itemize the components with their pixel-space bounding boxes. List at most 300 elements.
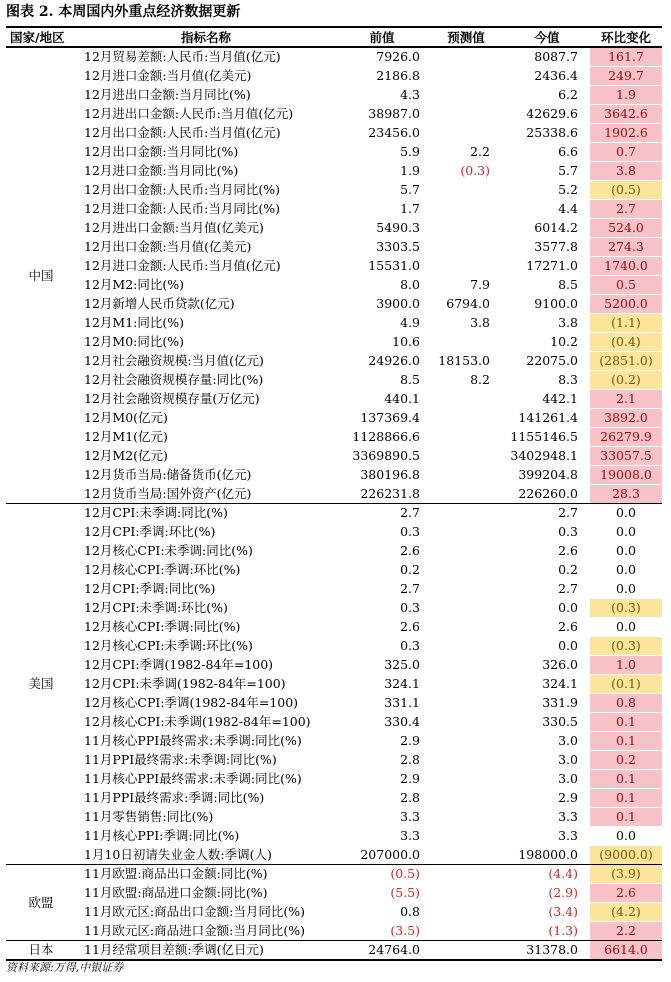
- forecast-value-cell: [428, 181, 504, 200]
- forecast-value-cell: [428, 86, 504, 105]
- change-value-cell: (0.3): [590, 637, 662, 656]
- change-value-cell: 26279.9: [590, 428, 662, 447]
- change-value-cell: 33057.5: [590, 447, 662, 466]
- indicator-name-cell: 12月核心CPI:未季调:同比(%): [84, 543, 253, 558]
- indicator-name-cell: 12月货币当局:国外资产(亿元): [76, 485, 336, 504]
- current-value-cell: 5.7: [558, 163, 578, 178]
- previous-value-cell: 1.9: [400, 163, 420, 178]
- current-value-cell: 226260.0: [504, 485, 590, 504]
- change-value-cell: (0.3): [590, 599, 662, 618]
- previous-value-cell: 324.1: [384, 676, 420, 691]
- indicator-name-cell: 12月核心CPI:季调:环比(%): [84, 562, 241, 577]
- table-row: [6, 105, 662, 124]
- forecast-value-cell: [428, 409, 504, 428]
- indicator-name-cell: 11月欧元区:商品出口金额:当月同比(%): [84, 904, 305, 919]
- table-row: [6, 751, 662, 770]
- current-value-cell: [504, 865, 590, 884]
- forecast-value-cell: [428, 922, 504, 941]
- change-value-cell: 0.8: [590, 694, 662, 713]
- forecast-value-cell: [428, 751, 504, 770]
- previous-value-cell: 0.2: [400, 562, 420, 577]
- previous-value-cell: 0.8: [400, 904, 420, 919]
- change-value-cell: (9000.0): [590, 846, 662, 865]
- current-value-cell: 3.0: [558, 733, 578, 748]
- current-value-cell: 324.1: [542, 676, 578, 691]
- previous-value-cell: 226231.8: [336, 485, 428, 504]
- indicator-name-cell: 12月M2:同比(%): [84, 277, 185, 292]
- change-value-cell: 3892.0: [590, 409, 662, 428]
- change-value-cell: 2.7: [590, 200, 662, 219]
- table-row: [6, 637, 662, 656]
- change-value-cell: 1740.0: [590, 257, 662, 276]
- indicator-name-cell: 11月零售销售:同比(%): [84, 809, 214, 824]
- forecast-value-cell: 8.2: [470, 372, 490, 387]
- change-value-cell: 0.1: [590, 789, 662, 808]
- change-value-cell: (0.2): [590, 371, 662, 390]
- previous-value-cell: 1128866.6: [352, 429, 420, 444]
- indicator-name-cell: 11月欧元区:商品进口金额:当月同比(%): [76, 922, 336, 941]
- current-value-cell: 2.7: [558, 505, 578, 521]
- change-value-cell: 1.0: [590, 656, 662, 675]
- header-current: 今值: [504, 27, 590, 47]
- forecast-value-cell: [428, 333, 504, 352]
- table-row: [6, 143, 662, 162]
- region-cell: 日本: [6, 941, 76, 961]
- table-row: [6, 732, 662, 751]
- previous-value-cell: 0.3: [400, 524, 420, 539]
- table-row: [6, 181, 662, 200]
- change-value-cell: 0.1: [590, 732, 662, 751]
- forecast-value-cell: [428, 846, 504, 865]
- change-value-cell: (0.4): [590, 333, 662, 352]
- indicator-name-cell: 11月PPI最终需求:季调:同比(%): [84, 790, 265, 805]
- current-value-cell: [504, 903, 590, 922]
- current-value-cell: 330.5: [542, 714, 578, 729]
- forecast-value-cell: [428, 808, 504, 827]
- previous-value-cell: 207000.0: [336, 846, 428, 865]
- indicator-name-cell: 12月CPI:未季调:同比(%): [84, 505, 228, 521]
- forecast-value-cell: [428, 257, 504, 276]
- current-value-cell: 399204.8: [518, 467, 578, 482]
- indicator-name-cell: 11月核心PPI最终需求:未季调:同比(%): [84, 771, 302, 786]
- previous-value-cell: [336, 922, 428, 941]
- current-value-cell: 3402948.1: [510, 448, 578, 463]
- table-row: [6, 257, 662, 276]
- previous-value-cell: 7926.0: [376, 49, 420, 65]
- table-row: [6, 295, 662, 314]
- forecast-value-cell: [428, 599, 504, 618]
- negative-value-text: (4.4): [548, 866, 578, 882]
- previous-value-cell: 3900.0: [376, 296, 420, 311]
- previous-value-cell: 2186.8: [376, 68, 420, 83]
- indicator-name-cell: 12月M2(亿元): [84, 448, 168, 463]
- previous-value-cell: 330.4: [384, 714, 420, 729]
- indicator-name-cell: 12月社会融资规模存量:同比(%): [84, 372, 264, 387]
- current-value-cell: 8.3: [558, 372, 578, 387]
- indicator-name-cell: 12月M1(亿元): [84, 429, 168, 444]
- current-value-cell: 2.6: [558, 619, 578, 634]
- forecast-value-cell: [428, 523, 504, 542]
- table-row: [6, 827, 662, 846]
- previous-value-cell: 8.5: [400, 372, 420, 387]
- forecast-value-cell: [428, 580, 504, 599]
- table-row: [6, 580, 662, 599]
- previous-value-cell: 3.3: [400, 828, 420, 843]
- indicator-name-cell: 11月核心PPI:季调:同比(%): [84, 828, 240, 843]
- forecast-value-cell: [428, 466, 504, 485]
- forecast-value-cell: 7.9: [470, 277, 490, 292]
- indicator-name-cell: 12月M0:同比(%): [84, 334, 185, 349]
- table-row: [6, 542, 662, 561]
- previous-value-cell: 2.8: [400, 790, 420, 805]
- region-cell: 中国: [6, 47, 76, 504]
- indicator-name-cell: 12月进口金额:人民币:当月值(亿元): [84, 258, 281, 273]
- table-row: [6, 314, 662, 333]
- current-value-cell: 3.0: [558, 752, 578, 767]
- previous-value-cell: 5.9: [400, 144, 420, 159]
- region-cell: 美国: [6, 504, 76, 865]
- previous-value-cell: 2.7: [400, 581, 420, 596]
- table-row: [6, 808, 662, 827]
- indicator-name-cell: 12月M0(亿元): [84, 410, 168, 425]
- forecast-value-cell: [428, 656, 504, 675]
- table-row: [6, 238, 662, 257]
- change-value-cell: 3642.6: [590, 105, 662, 124]
- table-row: [6, 865, 662, 884]
- table-row: [6, 447, 662, 466]
- current-value-cell: 2.9: [558, 790, 578, 805]
- indicator-name-cell: 12月出口金额:人民币:当月值(亿元): [84, 125, 281, 140]
- previous-value-cell: 440.1: [384, 391, 420, 406]
- indicator-name-cell: 12月CPI:未季调:环比(%): [84, 600, 228, 615]
- current-value-cell: 0.0: [558, 600, 578, 615]
- forecast-value-cell: 2.2: [470, 144, 490, 159]
- current-value-cell: 3.8: [558, 315, 578, 330]
- change-value-cell: 524.0: [590, 219, 662, 238]
- current-value-cell: [504, 922, 590, 941]
- table-row: [6, 86, 662, 105]
- current-value-cell: 2.6: [558, 543, 578, 558]
- forecast-value-cell: [428, 770, 504, 789]
- previous-value-cell: 1.7: [400, 201, 420, 216]
- forecast-value-cell: [428, 504, 504, 523]
- change-value-cell: 6614.0: [590, 941, 662, 961]
- table-row: [6, 219, 662, 238]
- table-row: [6, 428, 662, 447]
- change-value-cell: (4.2): [590, 903, 662, 922]
- current-value-cell: 3.0: [558, 771, 578, 786]
- forecast-value-cell: [428, 941, 504, 961]
- previous-value-cell: 2.7: [400, 505, 420, 521]
- change-value-cell: (0.1): [590, 675, 662, 694]
- previous-value-cell: 2.9: [400, 733, 420, 748]
- table-row: [6, 941, 662, 961]
- forecast-value-cell: [428, 105, 504, 124]
- indicator-name-cell: 12月CPI:未季调(1982-84年=100): [84, 676, 286, 691]
- previous-value-cell: 3369890.5: [352, 448, 420, 463]
- indicator-name-cell: 11月经常项目差额:季调(亿日元): [76, 941, 336, 961]
- previous-value-cell: 15531.0: [368, 258, 420, 273]
- current-value-cell: 31378.0: [504, 941, 590, 961]
- previous-value-cell: 8.0: [400, 277, 420, 292]
- forecast-value-cell: [428, 694, 504, 713]
- negative-value-text: (2.9): [548, 885, 578, 900]
- indicator-name-cell: 12月CPI:季调(1982-84年=100): [84, 657, 274, 672]
- current-value-cell: 0.3: [558, 524, 578, 539]
- current-value-cell: 442.1: [542, 391, 578, 406]
- forecast-value-cell: [428, 732, 504, 751]
- table-row: [6, 371, 662, 390]
- previous-value-cell: 2.8: [400, 752, 420, 767]
- previous-value-cell: 24926.0: [368, 353, 420, 368]
- forecast-value-cell: [428, 618, 504, 637]
- current-value-cell: 1155146.5: [510, 429, 578, 444]
- negative-value-text: (5.5): [390, 885, 420, 900]
- forecast-value-cell: [428, 219, 504, 238]
- change-value-cell: (3.9): [590, 865, 662, 884]
- table-row: [6, 618, 662, 637]
- forecast-value-cell: [428, 789, 504, 808]
- table-row: [6, 162, 662, 181]
- header-previous: 前值: [336, 27, 428, 47]
- change-value-cell: 274.3: [590, 238, 662, 257]
- current-value-cell: 3.3: [558, 809, 578, 824]
- forecast-value-cell: [428, 827, 504, 846]
- previous-value-cell: [336, 865, 428, 884]
- forecast-value-cell: [428, 485, 504, 504]
- indicator-name-cell: 12月CPI:季调:环比(%): [84, 524, 216, 539]
- current-value-cell: 25338.6: [526, 125, 578, 140]
- change-value-cell: 0.1: [590, 713, 662, 732]
- previous-value-cell: 4.9: [400, 315, 420, 330]
- forecast-value-cell: 3.8: [470, 315, 490, 330]
- previous-value-cell: 2.6: [400, 619, 420, 634]
- current-value-cell: 5.2: [558, 182, 578, 197]
- indicator-name-cell: 12月进口金额:当月值(亿美元): [84, 68, 252, 83]
- table-row: [6, 884, 662, 903]
- change-value-cell: 0.2: [590, 751, 662, 770]
- forecast-value-cell: [428, 713, 504, 732]
- header-change: 环比变化: [590, 27, 662, 47]
- indicator-name-cell: 12月核心CPI:季调:同比(%): [84, 619, 241, 634]
- current-value-cell: 3577.8: [534, 239, 578, 254]
- indicator-name-cell: 12月新增人民币贷款(亿元): [84, 296, 235, 311]
- change-value-cell: 2.2: [590, 922, 662, 941]
- indicator-name-cell: 12月出口金额:人民币:当月同比(%): [84, 182, 280, 197]
- indicator-name-cell: 12月进出口金额:当月值(亿美元): [84, 220, 264, 235]
- forecast-value-cell: [428, 865, 504, 884]
- change-value-cell: 0.1: [590, 770, 662, 789]
- table-row: [6, 523, 662, 542]
- change-value-cell: (1.1): [590, 314, 662, 333]
- current-value-cell: 6.2: [558, 87, 578, 102]
- change-value-cell: 3.8: [590, 162, 662, 181]
- previous-value-cell: 3303.5: [376, 239, 420, 254]
- table-row: [6, 675, 662, 694]
- forecast-value-cell: [428, 884, 504, 903]
- source-note: 资料来源:万得,中银证券: [6, 961, 124, 974]
- indicator-name-cell: 12月进出口金额:人民币:当月值(亿元): [84, 106, 294, 121]
- previous-value-cell: 4.3: [400, 87, 420, 102]
- table-row: [6, 124, 662, 143]
- indicator-name-cell: 12月出口金额:当月值(亿美元): [84, 239, 252, 254]
- previous-value-cell: 38987.0: [368, 106, 420, 121]
- previous-value-cell: 325.0: [384, 657, 420, 672]
- table-row: [6, 333, 662, 352]
- previous-value-cell: 2.9: [400, 771, 420, 786]
- table-row: [6, 561, 662, 580]
- negative-value-text: (0.5): [390, 866, 420, 882]
- previous-value-cell: 0.3: [400, 600, 420, 615]
- header-row: [6, 27, 662, 47]
- current-value-cell: 17271.0: [526, 258, 578, 273]
- indicator-name-cell: 11月PPI最终需求:未季调:同比(%): [84, 752, 277, 767]
- current-value-cell: 9100.0: [534, 296, 578, 311]
- forecast-value-cell: [428, 542, 504, 561]
- indicator-name-cell: 11月欧盟:商品出口金额:同比(%): [84, 866, 268, 882]
- change-value-cell: 0.1: [590, 808, 662, 827]
- table-row: [6, 599, 662, 618]
- change-value-cell: 28.3: [590, 485, 662, 504]
- table-row: [6, 409, 662, 428]
- current-value-cell: 22075.0: [526, 353, 578, 368]
- previous-value-cell: 23456.0: [368, 125, 420, 140]
- forecast-value-cell: [428, 675, 504, 694]
- change-value-cell: 0.5: [590, 276, 662, 295]
- previous-value-cell: [336, 884, 428, 903]
- previous-value-cell: 137369.4: [360, 410, 420, 425]
- current-value-cell: 8.5: [558, 277, 578, 292]
- table-row: [6, 694, 662, 713]
- change-value-cell: 2.1: [590, 390, 662, 409]
- table-row: [6, 656, 662, 675]
- change-value-cell: 0.0: [590, 561, 662, 580]
- forecast-value-cell: [428, 390, 504, 409]
- indicator-name-cell: 12月核心CPI:未季调:环比(%): [84, 638, 253, 653]
- indicator-name-cell: 11月核心PPI最终需求:未季调:同比(%): [84, 733, 302, 748]
- indicator-name-cell: 12月核心CPI:未季调(1982-84年=100): [84, 714, 311, 729]
- forecast-value-cell: [428, 162, 504, 181]
- forecast-value-cell: [428, 238, 504, 257]
- negative-value-text: (1.3): [548, 922, 578, 938]
- change-value-cell: (2851.0): [590, 352, 662, 371]
- table-row: [6, 713, 662, 732]
- current-value-cell: 4.4: [558, 201, 578, 216]
- indicator-name-cell: 12月进口金额:当月同比(%): [84, 163, 239, 178]
- change-value-cell: 0.0: [590, 827, 662, 846]
- change-value-cell: 0.0: [590, 618, 662, 637]
- indicator-name-cell: 12月出口金额:当月同比(%): [84, 144, 239, 159]
- table-row: [6, 200, 662, 219]
- indicator-name-cell: 1月10日初请失业金人数:季调(人): [76, 846, 336, 865]
- table-row: [6, 504, 662, 523]
- table-body: [6, 47, 662, 960]
- indicator-name-cell: 12月货币当局:储备货币(亿元): [84, 467, 252, 482]
- table-row: [6, 67, 662, 86]
- change-value-cell: 1902.6: [590, 124, 662, 143]
- negative-value-text: (3.5): [390, 922, 420, 938]
- table-row: [6, 485, 662, 504]
- indicator-name-cell: 12月M1:同比(%): [84, 315, 185, 330]
- change-value-cell: 2.6: [590, 884, 662, 903]
- current-value-cell: 326.0: [542, 657, 578, 672]
- change-value-cell: 19008.0: [590, 466, 662, 485]
- current-value-cell: 42629.6: [526, 106, 578, 121]
- current-value-cell: 6014.2: [534, 220, 578, 235]
- indicator-name-cell: 12月社会融资规模存量(万亿元): [84, 391, 260, 406]
- indicator-name-cell: 12月社会融资规模:当月值(亿元): [84, 353, 264, 368]
- region-cell: 欧盟: [6, 865, 76, 941]
- current-value-cell: 10.2: [550, 334, 578, 349]
- forecast-value-cell: [428, 428, 504, 447]
- current-value-cell: 141261.4: [518, 410, 578, 425]
- previous-value-cell: 24764.0: [336, 941, 428, 961]
- current-value-cell: 0.0: [558, 638, 578, 653]
- indicator-name-cell: 11月欧盟:商品进口金额:同比(%): [84, 885, 268, 900]
- current-value-cell: 8087.7: [534, 49, 578, 65]
- current-value-cell: 6.6: [558, 144, 578, 159]
- forecast-value-cell: [428, 124, 504, 143]
- forecast-value-cell: [428, 561, 504, 580]
- header-forecast: 预测值: [428, 27, 504, 47]
- forecast-value-cell: [428, 67, 504, 86]
- current-value-cell: 0.2: [558, 562, 578, 577]
- forecast-value-cell: [428, 637, 504, 656]
- previous-value-cell: 10.6: [392, 334, 420, 349]
- table-row: [6, 903, 662, 922]
- header-indicator-name: 指标名称: [76, 27, 336, 47]
- economic-data-table: [6, 26, 662, 961]
- change-value-cell: (0.5): [590, 181, 662, 200]
- table-row: [6, 47, 662, 67]
- change-value-cell: 0.0: [590, 504, 662, 523]
- table-row: [6, 390, 662, 409]
- current-value-cell: 2436.4: [534, 68, 578, 83]
- indicator-name-cell: 12月贸易差额:人民币:当月值(亿元): [84, 49, 281, 65]
- previous-value-cell: 3.3: [400, 809, 420, 824]
- previous-value-cell: 5.7: [400, 182, 420, 197]
- current-value-cell: 2.7: [558, 581, 578, 596]
- previous-value-cell: 2.6: [400, 543, 420, 558]
- current-value-cell: 331.9: [542, 695, 578, 710]
- indicator-name-cell: 12月CPI:季调:同比(%): [84, 581, 216, 596]
- previous-value-cell: 331.1: [384, 695, 420, 710]
- negative-value-text: (0.3): [460, 163, 490, 178]
- change-value-cell: 249.7: [590, 67, 662, 86]
- table-row: [6, 352, 662, 371]
- header-region: 国家/地区: [6, 27, 76, 47]
- change-value-cell: 0.0: [590, 542, 662, 561]
- change-value-cell: 0.0: [590, 523, 662, 542]
- table-row: [6, 770, 662, 789]
- change-value-cell: 0.0: [590, 580, 662, 599]
- negative-value-text: (3.4): [548, 904, 578, 919]
- table-row: [6, 922, 662, 941]
- forecast-value-cell: [428, 200, 504, 219]
- forecast-value-cell: 18153.0: [438, 353, 490, 368]
- change-value-cell: 1.9: [590, 86, 662, 105]
- change-value-cell: 161.7: [590, 47, 662, 67]
- indicator-name-cell: 12月进口金额:人民币:当月同比(%): [84, 201, 280, 216]
- previous-value-cell: 5490.3: [376, 220, 420, 235]
- previous-value-cell: 380196.8: [360, 467, 420, 482]
- table-row: [6, 846, 662, 865]
- change-value-cell: 0.7: [590, 143, 662, 162]
- indicator-name-cell: 12月进出口金额:当月同比(%): [84, 87, 251, 102]
- current-value-cell: 3.3: [558, 828, 578, 843]
- table-row: [6, 466, 662, 485]
- forecast-value-cell: [428, 903, 504, 922]
